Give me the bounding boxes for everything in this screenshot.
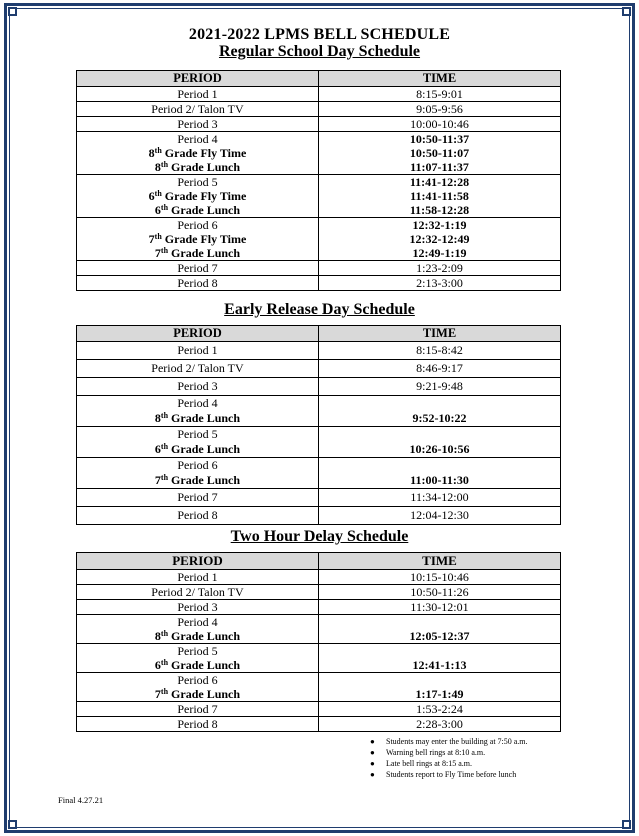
document-title: 2021-2022 LPMS BELL SCHEDULE — [188, 26, 451, 43]
period-label: Period 6 — [177, 673, 218, 687]
corner-ornament — [622, 7, 631, 16]
regular-schedule-table — [76, 70, 561, 291]
table-header-row — [77, 326, 561, 342]
ordinal-suffix: th — [160, 203, 169, 212]
grade-number: 6 — [154, 442, 161, 456]
ordinal-suffix: th — [160, 473, 169, 482]
time-cell — [319, 102, 561, 117]
column-header-period: PERIOD — [77, 326, 319, 342]
two-hour-delay-schedule-title: Two Hour Delay Schedule — [230, 528, 409, 545]
grade-label: Grade Lunch — [168, 246, 241, 260]
two-hour-delay-schedule-table — [76, 552, 561, 732]
time-cell — [319, 600, 561, 615]
period-cell — [77, 218, 319, 261]
time-value: 1:17-1:49 — [415, 687, 464, 701]
period-label: Period 3 — [177, 379, 218, 393]
note-text: Students may enter the building at 7:50 a.m. — [386, 737, 528, 746]
grade-number: 8 — [148, 146, 155, 160]
notes-list — [370, 736, 528, 780]
time-cell — [319, 615, 561, 644]
table-header-row — [77, 553, 561, 570]
grade-label: Grade Fly Time — [161, 232, 247, 246]
table-row — [77, 175, 561, 218]
time-value — [319, 644, 560, 658]
ordinal-suffix: th — [154, 189, 162, 198]
period-cell — [77, 261, 319, 276]
table-row — [77, 702, 561, 717]
table-row — [77, 644, 561, 673]
time-value — [319, 615, 560, 629]
time-value: 2:13-3:00 — [416, 276, 463, 290]
period-label: Period 6 — [177, 458, 218, 472]
time-cell — [319, 489, 561, 507]
grade-number: 7 — [148, 232, 155, 246]
period-label: Period 8 — [177, 508, 218, 522]
period-label — [77, 629, 318, 643]
time-cell — [319, 507, 561, 525]
grade-number: 7 — [154, 687, 161, 701]
time-cell — [319, 396, 561, 427]
time-cell — [319, 458, 561, 489]
early-release-schedule-table — [76, 325, 561, 525]
ordinal-suffix: th — [160, 442, 169, 451]
note-item — [370, 747, 528, 758]
table-row — [77, 132, 561, 175]
note-item — [370, 736, 528, 747]
grade-number: 6 — [148, 189, 155, 203]
time-value: 11:07-11:37 — [410, 160, 469, 174]
table-row — [77, 218, 561, 261]
grade-number: 8 — [154, 160, 161, 174]
period-label: Period 3 — [177, 117, 218, 131]
table-row — [77, 717, 561, 732]
period-label — [77, 658, 318, 672]
grade-label: Grade Fly Time — [161, 189, 247, 203]
regular-schedule-title: Regular School Day Schedule — [218, 43, 421, 60]
ordinal-suffix: th — [160, 411, 169, 420]
time-cell — [319, 717, 561, 732]
bullet-icon: ● — [370, 748, 375, 757]
period-label: Period 5 — [177, 644, 218, 658]
period-label: Period 8 — [177, 717, 218, 731]
time-value: 12:04-12:30 — [410, 508, 469, 522]
ordinal-suffix: th — [160, 160, 169, 169]
note-item — [370, 769, 528, 780]
table-row — [77, 673, 561, 702]
time-cell — [319, 117, 561, 132]
grade-label: Grade Lunch — [168, 411, 241, 425]
time-value: 10:00-10:46 — [410, 117, 469, 131]
period-label — [77, 246, 318, 260]
period-label: Period 4 — [177, 132, 218, 146]
time-cell — [319, 585, 561, 600]
table-row — [77, 427, 561, 458]
column-header-period: PERIOD — [77, 553, 319, 570]
time-value: 2:28-3:00 — [416, 717, 463, 731]
period-label — [77, 687, 318, 701]
period-label: Period 2/ Talon TV — [151, 585, 244, 599]
table-row — [77, 570, 561, 585]
time-value: 12:05-12:37 — [409, 629, 470, 643]
period-label — [77, 146, 318, 160]
period-label — [77, 203, 318, 217]
time-value: 12:32-12:49 — [409, 232, 470, 246]
time-value: 9:05-9:56 — [416, 102, 463, 116]
grade-number: 7 — [154, 473, 161, 487]
bullet-icon: ● — [370, 737, 375, 746]
table-row — [77, 489, 561, 507]
grade-number: 6 — [154, 658, 161, 672]
period-label: Period 1 — [177, 343, 218, 357]
time-value: 9:52-10:22 — [412, 411, 467, 425]
table-row — [77, 276, 561, 291]
note-text: Late bell rings at 8:15 a.m. — [386, 759, 472, 768]
grade-number: 8 — [154, 411, 161, 425]
corner-ornament — [8, 7, 17, 16]
period-label: Period 5 — [177, 175, 218, 189]
time-value: 12:49-1:19 — [412, 246, 467, 260]
period-cell — [77, 570, 319, 585]
period-label: Period 7 — [177, 702, 218, 716]
bullet-icon: ● — [370, 759, 375, 768]
note-item — [370, 758, 528, 769]
time-cell — [319, 132, 561, 175]
period-cell — [77, 132, 319, 175]
period-cell — [77, 396, 319, 427]
grade-label: Grade Fly Time — [161, 146, 247, 160]
note-text: Warning bell rings at 8:10 a.m. — [386, 748, 486, 757]
table-row — [77, 342, 561, 360]
time-value — [319, 673, 560, 687]
ordinal-suffix: th — [154, 232, 162, 241]
period-label — [77, 160, 318, 174]
period-cell — [77, 702, 319, 717]
time-value: 11:34-12:00 — [410, 490, 469, 504]
period-label: Period 3 — [177, 600, 218, 614]
period-cell — [77, 427, 319, 458]
time-value: 8:15-9:01 — [416, 87, 463, 101]
period-cell — [77, 175, 319, 218]
time-cell — [319, 261, 561, 276]
time-value — [319, 396, 560, 411]
period-label: Period 4 — [177, 615, 218, 629]
time-value: 12:32-1:19 — [412, 218, 467, 232]
time-value: 11:00-11:30 — [410, 473, 469, 487]
time-value — [319, 458, 560, 473]
time-value: 8:46-9:17 — [416, 361, 463, 375]
column-header-period: PERIOD — [77, 71, 319, 87]
table-row — [77, 117, 561, 132]
period-label: Period 2/ Talon TV — [151, 102, 244, 116]
period-label — [77, 473, 318, 488]
time-cell — [319, 360, 561, 378]
ordinal-suffix: th — [160, 687, 169, 696]
time-value: 11:41-11:58 — [410, 189, 469, 203]
ordinal-suffix: th — [160, 658, 169, 667]
table-row — [77, 600, 561, 615]
period-label: Period 5 — [177, 427, 218, 441]
period-label — [77, 232, 318, 246]
table-row — [77, 378, 561, 396]
table-row — [77, 360, 561, 378]
time-value: 1:23-2:09 — [416, 261, 463, 275]
time-value: 11:30-12:01 — [410, 600, 469, 614]
period-cell — [77, 276, 319, 291]
time-cell — [319, 673, 561, 702]
grade-label: Grade Lunch — [168, 160, 241, 174]
bullet-icon: ● — [370, 770, 375, 779]
grade-number: 8 — [154, 629, 161, 643]
time-value: 9:21-9:48 — [416, 379, 463, 393]
grade-label: Grade Lunch — [168, 629, 241, 643]
grade-number: 7 — [154, 246, 161, 260]
period-cell — [77, 342, 319, 360]
period-cell — [77, 117, 319, 132]
table-row — [77, 261, 561, 276]
ordinal-suffix: th — [154, 146, 162, 155]
table-row — [77, 585, 561, 600]
period-cell — [77, 378, 319, 396]
period-label: Period 7 — [177, 261, 218, 275]
period-label — [77, 189, 318, 203]
table-row — [77, 615, 561, 644]
column-header-time: TIME — [319, 553, 561, 570]
time-cell — [319, 378, 561, 396]
grade-number: 6 — [154, 203, 161, 217]
time-cell — [319, 570, 561, 585]
table-row — [77, 396, 561, 427]
period-cell — [77, 102, 319, 117]
table-row — [77, 102, 561, 117]
ordinal-suffix: th — [160, 246, 169, 255]
period-label: Period 4 — [177, 396, 218, 410]
time-cell — [319, 175, 561, 218]
time-value: 10:15-10:46 — [410, 570, 469, 584]
time-cell — [319, 218, 561, 261]
period-label: Period 1 — [177, 87, 218, 101]
period-label — [77, 411, 318, 426]
column-header-time: TIME — [319, 326, 561, 342]
time-value: 10:50-11:26 — [410, 585, 469, 599]
grade-label: Grade Lunch — [168, 473, 241, 487]
table-row — [77, 87, 561, 102]
period-cell — [77, 600, 319, 615]
time-value: 10:50-11:07 — [409, 146, 470, 160]
time-value: 12:41-1:13 — [412, 658, 467, 672]
note-text: Students report to Fly Time before lunch — [386, 770, 517, 779]
period-cell — [77, 615, 319, 644]
time-value — [319, 427, 560, 442]
period-cell — [77, 360, 319, 378]
grade-label: Grade Lunch — [168, 687, 241, 701]
period-cell — [77, 717, 319, 732]
table-row — [77, 507, 561, 525]
period-cell — [77, 644, 319, 673]
ordinal-suffix: th — [160, 629, 169, 638]
period-cell — [77, 585, 319, 600]
period-label — [77, 442, 318, 457]
time-cell — [319, 342, 561, 360]
time-value: 10:50-11:37 — [409, 132, 470, 146]
corner-ornament — [622, 820, 631, 829]
time-cell — [319, 276, 561, 291]
grade-label: Grade Lunch — [168, 658, 241, 672]
period-cell — [77, 489, 319, 507]
time-cell — [319, 644, 561, 673]
time-value: 1:53-2:24 — [416, 702, 463, 716]
table-header-row — [77, 71, 561, 87]
time-value: 10:26-10:56 — [409, 442, 470, 456]
grade-label: Grade Lunch — [168, 442, 241, 456]
time-value: 11:41-12:28 — [409, 175, 470, 189]
period-label: Period 2/ Talon TV — [151, 361, 244, 375]
period-label: Period 6 — [177, 218, 218, 232]
period-label: Period 7 — [177, 490, 218, 504]
revision-note: Final 4.27.21 — [58, 795, 104, 805]
column-header-time: TIME — [319, 71, 561, 87]
table-row — [77, 458, 561, 489]
period-cell — [77, 458, 319, 489]
time-value: 11:58-12:28 — [409, 203, 470, 217]
time-cell — [319, 427, 561, 458]
period-cell — [77, 87, 319, 102]
period-label: Period 1 — [177, 570, 218, 584]
grade-label: Grade Lunch — [168, 203, 241, 217]
period-cell — [77, 507, 319, 525]
time-value: 8:15-8:42 — [416, 343, 463, 357]
time-cell — [319, 87, 561, 102]
period-label: Period 8 — [177, 276, 218, 290]
early-release-schedule-title: Early Release Day Schedule — [224, 301, 415, 318]
time-cell — [319, 702, 561, 717]
period-cell — [77, 673, 319, 702]
corner-ornament — [8, 820, 17, 829]
